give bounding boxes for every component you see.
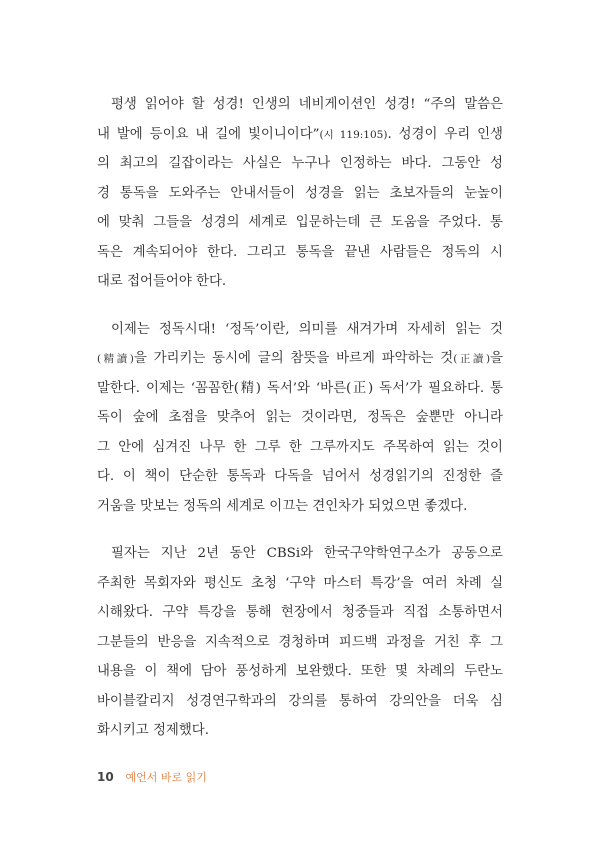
text-line: 필자는 지난 2년 동안 CBSi와 한국구약학연구소가 공동으로 (111, 546, 503, 561)
text-line: 평생 읽어야 할 성경! 인생의 네비게이션인 성경! “주의 말씀은 (111, 97, 503, 112)
text-line: 에 맞춰 그들을 성경의 세계로 입문하는데 큰 도움을 주었다. 통 (97, 215, 503, 230)
page-footer (97, 769, 207, 785)
page-number: 10 (97, 770, 114, 784)
paragraph-2 (97, 315, 503, 522)
text-line: 화시키고 정제했다. (97, 723, 209, 738)
text-segment: 을 가리키는 동시에 글의 참뜻을 바르게 파악하는 것 (133, 351, 454, 366)
text-line: 독은 계속되어야 한다. 그리고 통독을 끝낸 사람들은 정독의 시 (97, 244, 503, 260)
text-segment: (精) 독서’와 ‘바른 (233, 380, 347, 396)
text-line (97, 120, 503, 150)
hanja-annotation: (精讀) (97, 353, 134, 365)
scripture-reference: (시 119:105) (319, 128, 388, 141)
text-line (97, 374, 503, 404)
text-segment: . 성경이 우리 인생 (387, 126, 503, 142)
text-line: 바이블칼리지 성경연구학과의 강의를 통하여 강의안을 더욱 심 (97, 693, 503, 709)
paragraph-1 (97, 90, 503, 297)
text-segment: 말한다. 이제는 ‘꼼꼼한 (97, 380, 234, 396)
text-line: 경 통독을 도와주는 안내서들이 성경을 읽는 초보자들의 눈높이 (97, 185, 503, 201)
text-line: 다. 이 책이 단순한 통독과 다독을 넘어서 성경읽기의 진정한 즐 (97, 469, 503, 484)
text-line: 의 최고의 길잡이라는 사실은 누구나 인정하는 바다. 그동안 성 (97, 156, 503, 171)
text-line: 대로 접어들어야 한다. (97, 274, 227, 289)
text-segment: 을 (490, 351, 503, 366)
text-line: 이제는 정독시대! ‘정독’이란, 의미를 새겨가며 자세히 읽는 것 (111, 321, 503, 337)
paragraph-3 (97, 539, 503, 746)
text-line (97, 344, 503, 374)
text-line: 주최한 목회자와 평신도 초청 ‘구약 마스터 특강’을 여러 차례 실 (97, 575, 503, 591)
text-segment: 내 발에 등이요 내 길에 빛이니이다” (97, 126, 320, 142)
hanja-annotation: (正讀) (453, 353, 491, 365)
body-text (97, 90, 503, 764)
text-line: 독이 숲에 초점을 맞추어 읽는 것이라면, 정독은 숲뿐만 아니라 (97, 410, 503, 425)
text-line: 거움을 맛보는 정독의 세계로 이끄는 견인차가 되었으면 좋겠다. (97, 498, 468, 514)
text-line: 그분들의 반응을 지속적으로 경청하며 피드백 과정을 거친 후 그 (97, 634, 503, 650)
running-title: 예언서 바로 읽기 (125, 771, 207, 784)
text-line: 시해왔다. 구약 특강을 통해 현장에서 청중들과 직접 소통하면서 (97, 605, 503, 620)
text-line: 그 안에 심겨진 나무 한 그루 한 그루까지도 주목하여 읽는 것이 (97, 439, 503, 455)
text-line: 내용을 이 책에 담아 풍성하게 보완했다. 또한 몇 차례의 두란노 (97, 664, 503, 679)
text-segment: (正) 독서’가 필요하다. 통 (346, 380, 503, 396)
